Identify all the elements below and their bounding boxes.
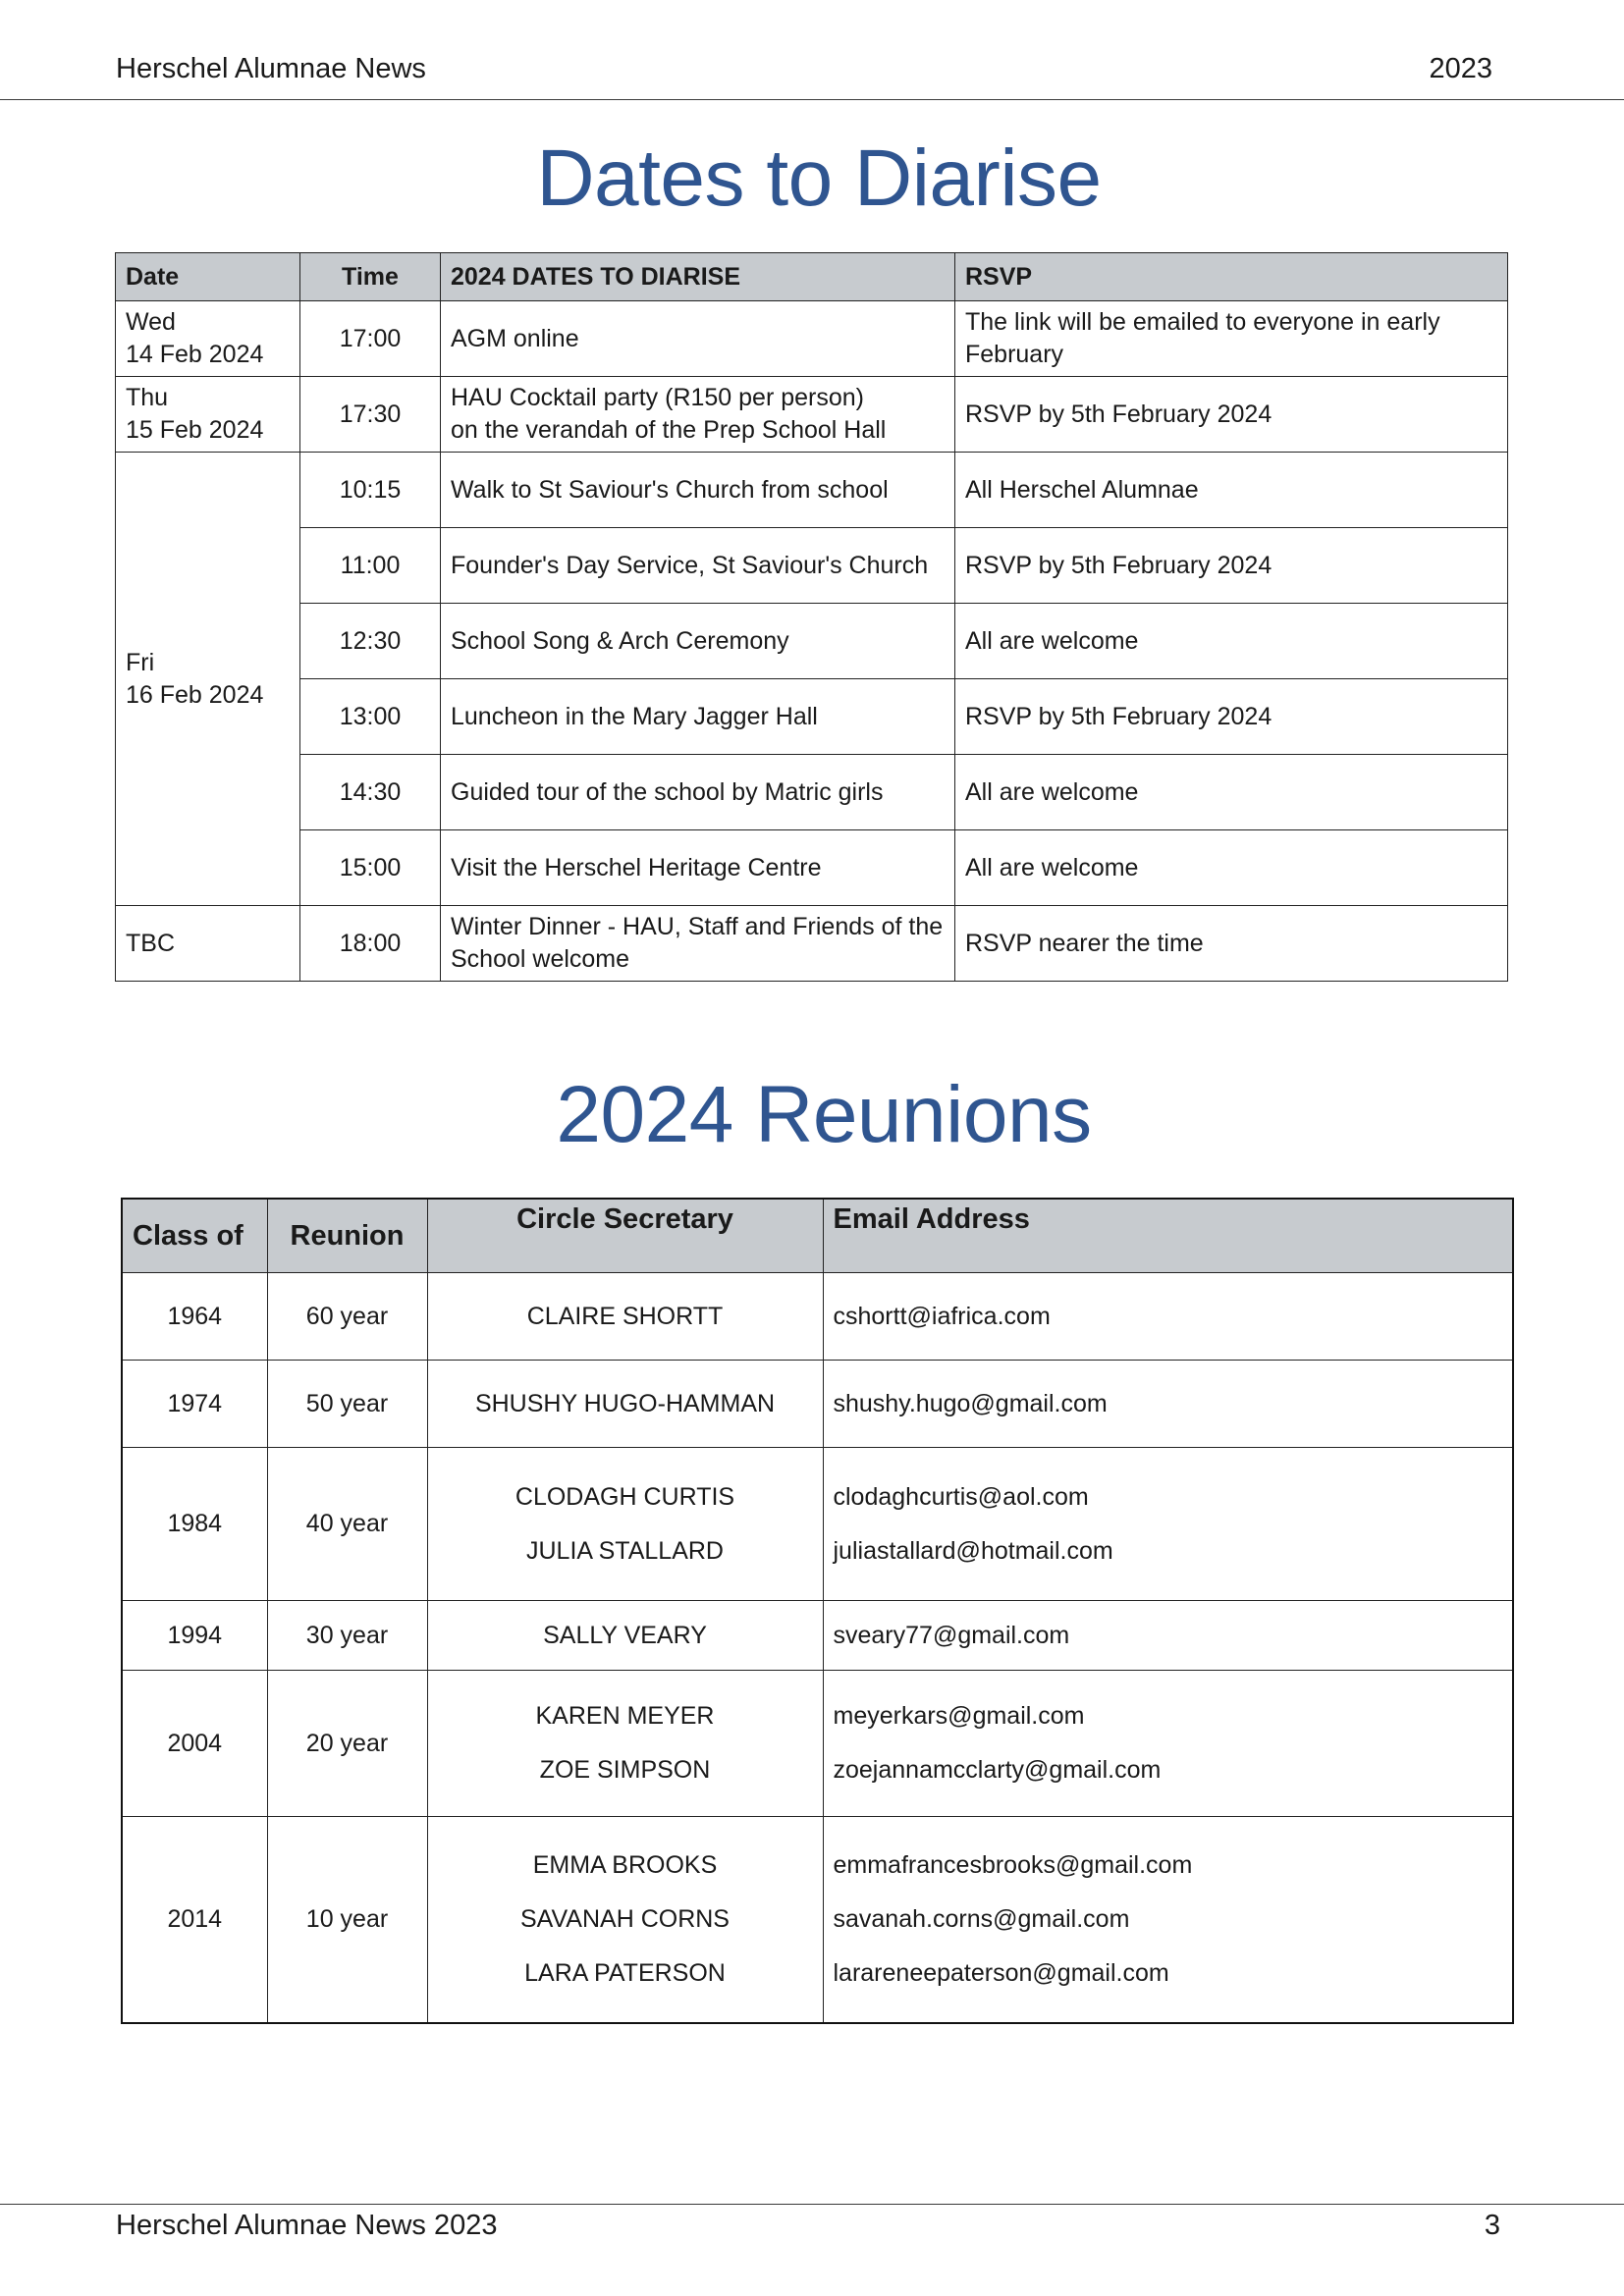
date-cell [116,301,300,377]
dates-table [115,252,1508,982]
dates-section-title: Dates to Diarise [536,133,1102,223]
rsvp-cell: RSVP nearer the time [955,906,1508,982]
class-of-cell: 1984 [122,1448,267,1601]
event-cell [441,906,955,982]
secretary-cell: SHUSHY HUGO-HAMMAN [427,1361,823,1448]
secretary-cell: SALLY VEARY [427,1601,823,1671]
email-address: meyerkars@gmail.com [833,1702,1085,1730]
email-address: emmafrancesbrooks@gmail.com [833,1850,1193,1879]
date-cell [116,377,300,453]
secretary-cell [427,1817,823,2023]
time-cell: 15:00 [300,830,441,906]
email-cell: shushy.hugo@gmail.com [823,1361,1513,1448]
email-cell: cshortt@iafrica.com [823,1273,1513,1361]
header-year: 2023 [1429,53,1492,84]
time-cell: 12:30 [300,604,441,679]
table-row [116,755,1508,830]
table-row [116,679,1508,755]
dates-table-header-row [116,253,1508,301]
reunion-cell: 40 year [267,1448,427,1601]
secretary-cell [427,1671,823,1817]
table-row [116,604,1508,679]
email-cell: sveary77@gmail.com [823,1601,1513,1671]
email-address: zoejannamcclarty@gmail.com [833,1756,1162,1784]
reunions-table [121,1198,1514,2024]
email-cell [823,1671,1513,1817]
class-of-cell: 2004 [122,1671,267,1817]
table-row [122,1817,1513,2023]
table-row [122,1601,1513,1671]
email-address: juliastallard@hotmail.com [833,1536,1113,1565]
event-cell: Luncheon in the Mary Jagger Hall [441,679,955,755]
reunion-cell: 20 year [267,1671,427,1817]
table-row [122,1361,1513,1448]
event-cell: Visit the Herschel Heritage Centre [441,830,955,906]
time-cell: 17:30 [300,377,441,453]
date-day: Wed [126,308,176,336]
rsvp-cell: All are welcome [955,830,1508,906]
reunions-table-header-row [122,1199,1513,1273]
column-header-date: Date [116,253,300,301]
event-cell: Founder's Day Service, St Saviour's Church [441,528,955,604]
column-header-class-of: Class of [122,1199,267,1273]
reunion-cell: 30 year [267,1601,427,1671]
secretary-name: ZOE SIMPSON [539,1756,711,1784]
page-header [116,53,1492,92]
rsvp-line: February [965,341,1064,368]
column-header-circle-secretary: Circle Secretary [427,1199,823,1273]
class-of-cell: 1964 [122,1273,267,1361]
time-cell: 10:15 [300,453,441,528]
table-row [122,1671,1513,1817]
time-cell: 17:00 [300,301,441,377]
event-line: on the verandah of the Prep School Hall [451,416,887,444]
secretary-name: EMMA BROOKS [532,1850,718,1879]
table-row [116,377,1508,453]
class-of-cell: 1994 [122,1601,267,1671]
secretary-name: SAVANAH CORNS [519,1904,730,1933]
class-of-cell: 2014 [122,1817,267,2023]
date-value: 15 Feb 2024 [126,416,264,444]
column-header-event: 2024 DATES TO DIARISE [441,253,955,301]
column-header-rsvp: RSVP [955,253,1508,301]
date-cell [116,453,300,906]
email-address: larareneepaterson@gmail.com [833,1958,1169,1987]
event-cell: School Song & Arch Ceremony [441,604,955,679]
footer-publication-name: Herschel Alumnae News 2023 [116,2210,498,2241]
date-value: 16 Feb 2024 [126,680,264,709]
reunions-section-title: 2024 Reunions [556,1070,1092,1159]
reunion-cell: 60 year [267,1273,427,1361]
email-cell [823,1817,1513,2023]
reunion-cell: 50 year [267,1361,427,1448]
time-cell: 14:30 [300,755,441,830]
secretary-name: JULIA STALLARD [525,1536,724,1565]
column-header-reunion: Reunion [267,1199,427,1273]
event-line: School welcome [451,945,630,973]
secretary-cell: CLAIRE SHORTT [427,1273,823,1361]
time-cell: 18:00 [300,906,441,982]
rsvp-line: The link will be emailed to everyone in early [965,308,1440,336]
table-row [122,1273,1513,1361]
column-header-time: Time [300,253,441,301]
header-divider [0,99,1624,100]
event-cell [441,377,955,453]
page-number: 3 [1484,2210,1500,2241]
secretary-cell [427,1448,823,1601]
reunion-cell: 10 year [267,1817,427,2023]
date-value: 14 Feb 2024 [126,341,264,368]
secretary-name: LARA PATERSON [524,1958,726,1987]
rsvp-cell [955,301,1508,377]
event-line: HAU Cocktail party (R150 per person) [451,384,864,411]
secretary-name: CLODAGH CURTIS [514,1482,735,1511]
class-of-cell: 1974 [122,1361,267,1448]
table-row [116,453,1508,528]
rsvp-cell: All are welcome [955,604,1508,679]
rsvp-cell: All are welcome [955,755,1508,830]
table-row [116,528,1508,604]
time-cell: 11:00 [300,528,441,604]
email-address: savanah.corns@gmail.com [833,1904,1130,1933]
date-day: Fri [126,648,155,676]
rsvp-cell: RSVP by 5th February 2024 [955,377,1508,453]
rsvp-cell: RSVP by 5th February 2024 [955,528,1508,604]
event-cell: Walk to St Saviour's Church from school [441,453,955,528]
table-row [116,906,1508,982]
email-address: clodaghcurtis@aol.com [833,1482,1089,1511]
rsvp-cell: RSVP by 5th February 2024 [955,679,1508,755]
event-cell: AGM online [441,301,955,377]
table-row [122,1448,1513,1601]
column-header-email: Email Address [823,1199,1513,1273]
table-row [116,301,1508,377]
secretary-name: KAREN MEYER [535,1702,715,1730]
event-line: Winter Dinner - HAU, Staff and Friends of the [451,913,944,940]
date-cell: TBC [116,906,300,982]
page-footer [116,2210,1500,2249]
email-cell [823,1448,1513,1601]
footer-divider [0,2204,1624,2205]
header-publication-name: Herschel Alumnae News [116,53,426,84]
rsvp-cell: All Herschel Alumnae [955,453,1508,528]
table-row [116,830,1508,906]
date-day: Thu [126,384,169,411]
event-cell: Guided tour of the school by Matric girls [441,755,955,830]
time-cell: 13:00 [300,679,441,755]
